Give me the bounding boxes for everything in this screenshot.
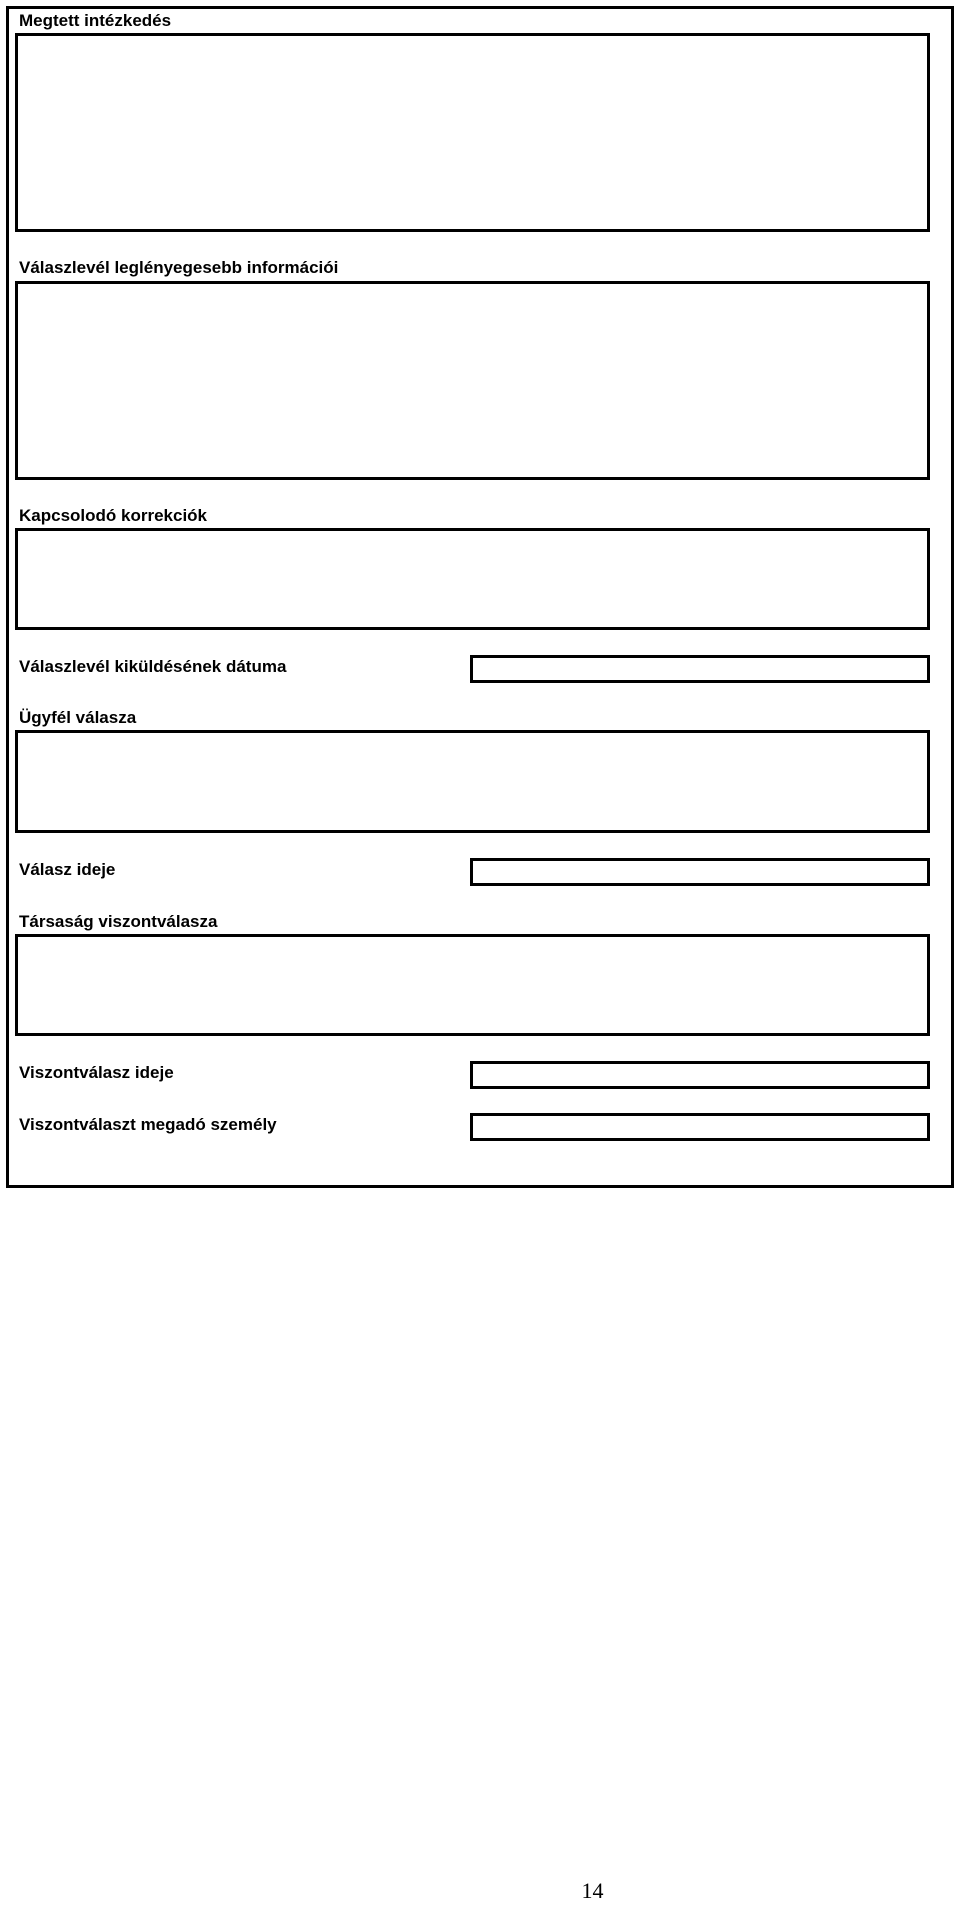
company-counter-response-field[interactable] <box>15 934 930 1036</box>
company-counter-response-label: Társaság viszontválasza <box>19 912 218 931</box>
page-number: 14 <box>581 1878 604 1903</box>
related-corrections-field[interactable] <box>15 528 930 630</box>
related-corrections-label: Kapcsolodó korrekciók <box>19 506 208 525</box>
counter-response-time-field[interactable] <box>470 1061 930 1089</box>
measures-taken-field[interactable] <box>15 33 930 232</box>
counter-response-time-label: Viszontválasz ideje <box>19 1063 174 1082</box>
client-response-label: Ügyfél válasza <box>19 708 137 727</box>
complaint-form <box>6 6 954 1188</box>
measures-taken-label: Megtett intézkedés <box>19 11 172 30</box>
response-time-label: Válasz ideje <box>19 860 116 879</box>
reply-letter-sent-date-field[interactable] <box>470 655 930 683</box>
reply-letter-sent-date-label: Válaszlevél kiküldésének dátuma <box>19 657 287 676</box>
reply-letter-info-field[interactable] <box>15 281 930 480</box>
response-time-field[interactable] <box>470 858 930 886</box>
counter-response-person-field[interactable] <box>470 1113 930 1141</box>
client-response-field[interactable] <box>15 730 930 833</box>
reply-letter-info-label: Válaszlevél leglényegesebb információi <box>19 258 339 277</box>
counter-response-person-label: Viszontválaszt megadó személy <box>19 1115 277 1134</box>
